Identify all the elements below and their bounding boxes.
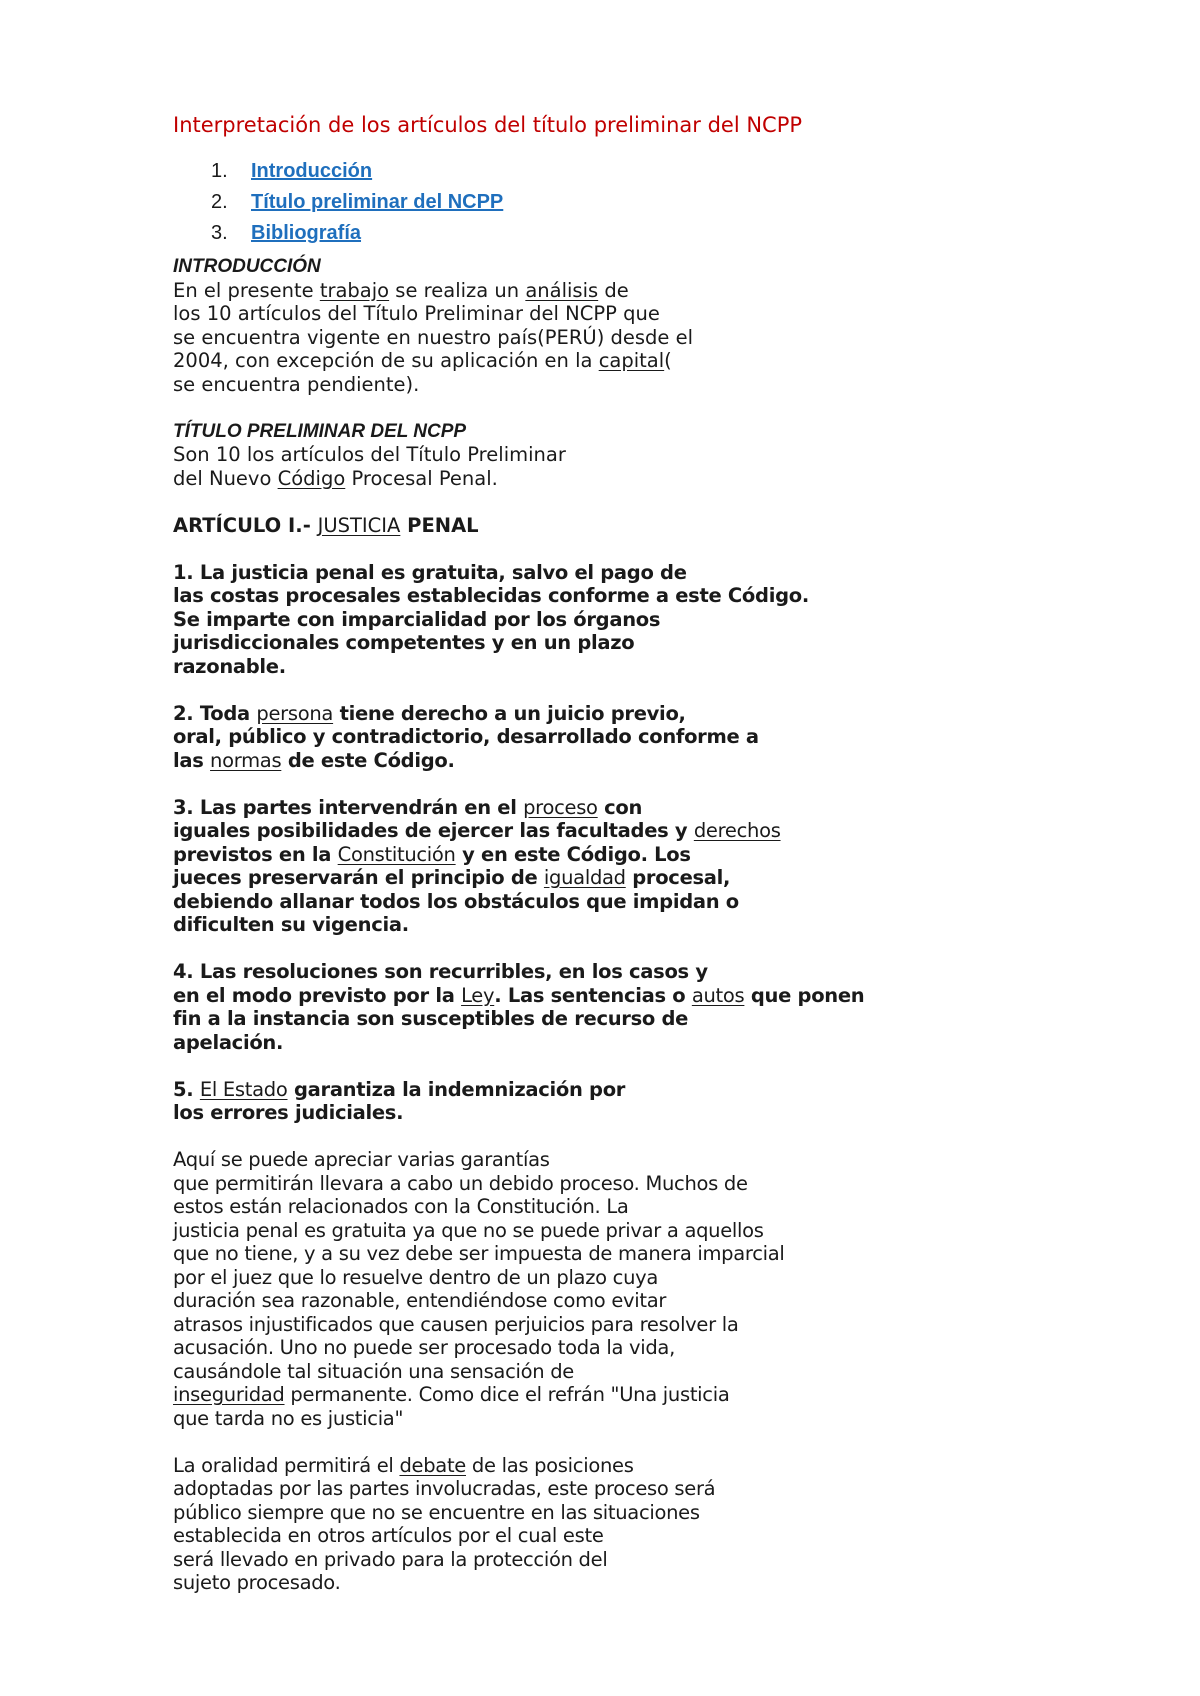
text-span: de <box>598 278 629 302</box>
text-line: sujeto procesado. <box>173 1571 341 1594</box>
text-line: razonable. <box>173 654 286 678</box>
toc-link-titulo-preliminar[interactable]: Título preliminar del NCPP <box>251 191 504 213</box>
article-item-4 <box>173 960 1073 1054</box>
text-line: establecida en otros artículos por el cual este <box>173 1524 604 1547</box>
text-span: previstos en la <box>173 842 338 866</box>
link-trabajo[interactable]: trabajo <box>319 278 390 302</box>
text-line <box>173 349 1073 373</box>
heading-introduccion: INTRODUCCIÓN <box>173 256 321 277</box>
text-line <box>173 843 1073 867</box>
text-span: garantiza la indemnización por <box>287 1077 626 1101</box>
text-line <box>173 514 1073 538</box>
link-capital[interactable]: capital <box>598 349 665 372</box>
link-justicia[interactable]: JUSTICIA <box>317 513 401 537</box>
text-span: que ponen <box>744 983 865 1007</box>
text-line: jurisdiccionales competentes y en un plazo <box>173 631 635 654</box>
article-item-5 <box>173 1078 1073 1125</box>
text-line: por el juez que lo resuelve dentro de un plazo cuya <box>173 1265 659 1289</box>
text-span: Procesal Penal. <box>345 466 498 490</box>
section-titulo-preliminar <box>173 420 1073 491</box>
link-ley[interactable]: Ley <box>461 983 495 1007</box>
link-normas[interactable]: normas <box>210 748 282 772</box>
text-line: estos están relacionados con la Constitución. La <box>173 1195 629 1218</box>
section-introduccion <box>173 255 1073 396</box>
toc-link-introduccion[interactable]: Introducción <box>251 160 373 182</box>
text-line <box>173 819 1073 843</box>
text-line: atrasos injustificados que causen perjuicios para resolver la <box>173 1312 739 1336</box>
link-codigo[interactable]: Código <box>277 466 346 490</box>
text-line: 1. La justicia penal es gratuita, salvo el pago de <box>173 560 687 584</box>
article-heading <box>173 514 1073 538</box>
text-span: iguales posibilidades de ejercer las facultades y <box>173 819 694 842</box>
text-line: apelación. <box>173 1030 284 1054</box>
text-span: de las posiciones <box>466 1453 634 1477</box>
article-item-2 <box>173 702 1073 773</box>
text-span: La oralidad permitirá el <box>173 1453 400 1477</box>
text-line <box>173 702 1073 726</box>
toc-link-bibliografia[interactable]: Bibliografía <box>251 222 362 244</box>
link-autos[interactable]: autos <box>691 983 745 1007</box>
toc-item-introduccion <box>173 160 1073 191</box>
text-span: procesal, <box>625 866 731 889</box>
commentary-paragraph-2 <box>173 1454 1073 1595</box>
text-line: fin a la instancia son susceptibles de recurso de <box>173 1007 689 1030</box>
link-persona[interactable]: persona <box>256 701 334 725</box>
text-span: y en este Código. Los <box>455 842 691 866</box>
text-span: . Las sentencias o <box>494 983 692 1007</box>
text-line: que no tiene, y a su vez debe ser impuesta de manera imparcial <box>173 1242 785 1265</box>
text-line: será llevado en privado para la protección del <box>173 1547 608 1571</box>
text-span: las <box>173 748 211 772</box>
table-of-contents <box>173 160 1073 253</box>
text-span: ( <box>664 349 672 372</box>
text-line <box>173 796 1073 820</box>
link-derechos[interactable]: derechos <box>693 819 781 842</box>
toc-number: 1. <box>211 160 228 182</box>
text-line: los 10 artículos del Título Preliminar del NCPP que <box>173 302 660 325</box>
text-line: justicia penal es gratuita ya que no se puede privar a aquellos <box>173 1218 764 1242</box>
link-analisis[interactable]: análisis <box>525 278 599 302</box>
article-item-3 <box>173 796 1073 937</box>
text-span: de este Código. <box>281 748 455 772</box>
text-line: debiendo allanar todos los obstáculos que impidan o <box>173 889 739 913</box>
text-line: 4. Las resoluciones son recurribles, en los casos y <box>173 960 708 983</box>
text-line: se encuentra pendiente). <box>173 372 420 396</box>
text-span: PENAL <box>400 513 479 537</box>
text-span: 5. <box>173 1077 200 1101</box>
text-line: adoptadas por las partes involucradas, este proceso será <box>173 1477 716 1500</box>
text-line: Se imparte con imparcialidad por los órganos <box>173 607 661 631</box>
text-line: se encuentra vigente en nuestro país(PERÚ) desde el <box>173 325 694 349</box>
text-line: acusación. Uno no puede ser procesado toda la vida, <box>173 1336 675 1359</box>
text-line <box>173 1078 1073 1102</box>
text-line: Son 10 los artículos del Título Preliminar <box>173 443 566 466</box>
text-line <box>173 1454 1073 1478</box>
text-line: los errores judiciales. <box>173 1101 404 1124</box>
text-line: que permitirán llevara a cabo un debido proceso. Muchos de <box>173 1171 748 1195</box>
link-debate[interactable]: debate <box>399 1453 466 1477</box>
text-line: público siempre que no se encuentre en las situaciones <box>173 1500 700 1524</box>
text-span: permanente. Como dice el refrán "Una justicia <box>284 1383 730 1406</box>
text-line: dificulten su vigencia. <box>173 913 409 936</box>
text-span: se realiza un <box>389 278 526 302</box>
toc-item-bibliografia <box>173 222 1073 253</box>
text-line <box>173 866 1073 890</box>
text-line <box>173 749 1073 773</box>
text-line: duración sea razonable, entendiéndose como evitar <box>173 1289 667 1312</box>
text-line <box>173 279 1073 303</box>
text-span: en el modo previsto por la <box>173 983 462 1007</box>
text-span: En el presente <box>173 278 320 302</box>
text-span: con <box>597 795 643 819</box>
toc-number: 3. <box>211 222 228 244</box>
link-constitucion[interactable]: Constitución <box>337 842 456 866</box>
text-line <box>173 467 1073 491</box>
text-span: 2004, con excepción de su aplicación en la <box>173 349 599 372</box>
text-span: tiene derecho a un juicio previo, <box>333 701 686 725</box>
link-igualdad[interactable]: igualdad <box>543 866 626 889</box>
link-el-estado[interactable]: El Estado <box>199 1077 288 1101</box>
text-line: Aquí se puede apreciar varias garantías <box>173 1148 550 1171</box>
article-item-1 <box>173 561 1073 679</box>
text-span: 2. Toda <box>173 701 257 725</box>
text-line: que tarda no es justicia" <box>173 1406 404 1430</box>
toc-item-titulo-preliminar <box>173 191 1073 222</box>
text-span: jueces preservarán el principio de <box>173 866 544 889</box>
link-inseguridad[interactable]: inseguridad <box>173 1383 285 1406</box>
text-line: oral, público y contradictorio, desarrollado conforme a <box>173 725 759 748</box>
text-span: del Nuevo <box>173 466 278 490</box>
document-title: Interpretación de los artículos del título preliminar del NCPP <box>173 113 803 137</box>
document-body <box>173 112 1073 1618</box>
text-line <box>173 1383 1073 1407</box>
text-line: causándole tal situación una sensación de <box>173 1359 574 1383</box>
toc-number: 2. <box>211 191 228 213</box>
heading-titulo-preliminar: TÍTULO PRELIMINAR DEL NCPP <box>173 420 467 442</box>
text-line: las costas procesales establecidas conforme a este Código. <box>173 584 809 607</box>
link-proceso[interactable]: proceso <box>523 795 598 819</box>
text-span: 3. Las partes intervendrán en el <box>173 795 524 819</box>
commentary-paragraph-1 <box>173 1148 1073 1430</box>
text-span: ARTÍCULO I.- <box>173 513 318 537</box>
text-line <box>173 984 1073 1008</box>
